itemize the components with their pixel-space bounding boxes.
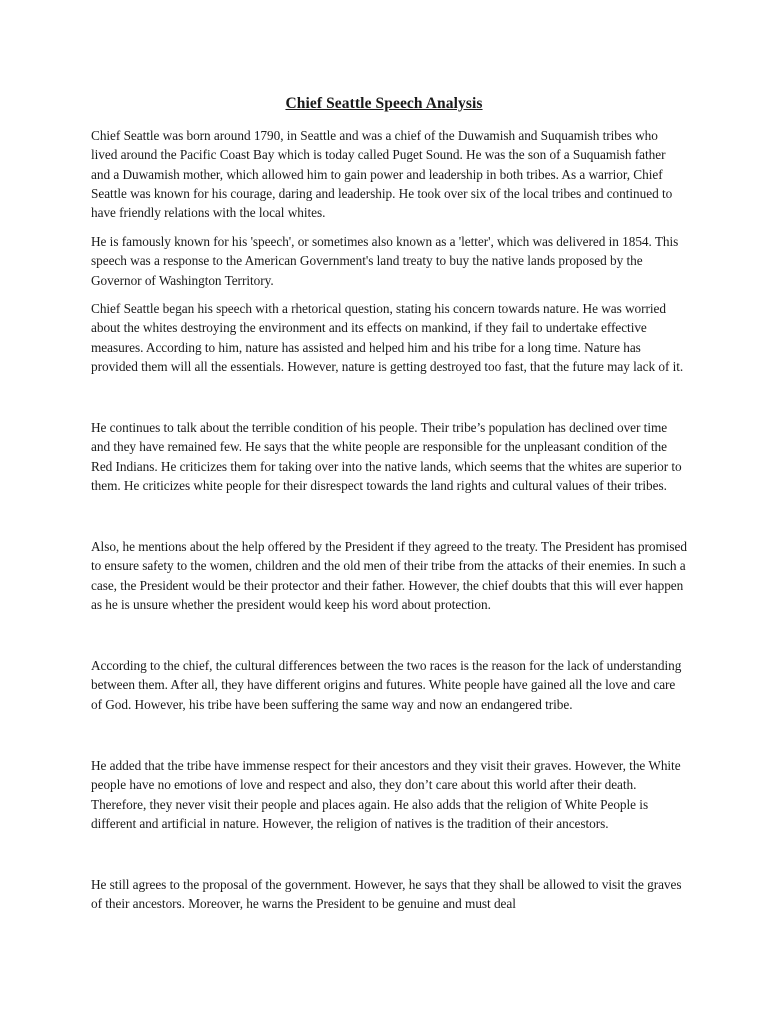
paragraph-text: According to the chief, the cultural differences between the two races is the reason for the lack of understanding between them. After all, they have different origins and futures. White people have gained all the love and care of God. However, his tribe have been suffering the same way and now an endangered tribe.: [91, 658, 682, 712]
paragraph-7: [91, 756, 687, 833]
paragraph-text: He still agrees to the proposal of the government. However, he says that they shall be allowed to visit the graves of their ancestors. Moreover, he warns the President to be genuine and must deal: [91, 877, 682, 912]
paragraph-text: Chief Seattle was born around 1790, in Seattle and was a chief of the Duwamish and Suquamish tribes who lived around the Pacific Coast Bay which is today called Puget Sound. He was the son of a Suquamish father and a Duwamish mother, which allowed him to gain power and leadership in both tribes. As a warrior, Chief Seattle was known for his courage, daring and leadership. He took over six of the local tribes and continued to have friendly relations with the local whites.: [91, 128, 673, 221]
paragraph-1: [91, 126, 687, 222]
paragraph-4: [91, 418, 687, 495]
paragraph-3: [91, 299, 687, 376]
paragraph-text: He added that the tribe have immense respect for their ancestors and they visit their graves. However, the White people have no emotions of love and respect and also, they don’t care about this world after their death. Therefore, they never visit their people and places again. He also adds that the religion of White People is different and artificial in nature. However, the religion of natives is the tradition of their ancestors.: [91, 758, 681, 831]
paragraph-text: Chief Seattle began his speech with a rhetorical question, stating his concern towards nature. He was worried about the whites destroying the environment and its effects on mankind, if they fail to undertake effective measures. According to him, nature has assisted and helped him and his tribe for a long time. Nature has provided them will all the essentials. However, nature is getting destroyed too fast, that the future may lack of it.: [91, 301, 684, 374]
paragraph-text: Also, he mentions about the help offered by the President if they agreed to the treaty. The President has promised to ensure safety to the women, children and the old men of their tribe from the attacks of their enemies. In such a case, the President would be their protector and their father. However, the chief doubts that this will ever happen as he is unsure whether the president would keep his word about protection.: [91, 539, 687, 612]
document-title: Chief Seattle Speech Analysis: [285, 95, 483, 112]
paragraph-text: He is famously known for his 'speech', or sometimes also known as a 'letter', which was delivered in 1854. This speech was a response to the American Government's land treaty to buy the native lands proposed by the Governor of Washington Territory.: [91, 234, 679, 288]
paragraph-5: [91, 537, 687, 614]
paragraph-2: [91, 232, 687, 290]
paragraph-text: He continues to talk about the terrible condition of his people. Their tribe’s population has declined over time and they have remained few. He says that the white people are responsible for the unpleasant condition of the Red Indians. He criticizes them for taking over into the native lands, which seems that the whites are superior to them. He criticizes white people for their disrespect towards the land rights and cultural values of their tribes.: [91, 420, 682, 493]
paragraph-8: [91, 875, 687, 914]
paragraph-6: [91, 656, 687, 714]
